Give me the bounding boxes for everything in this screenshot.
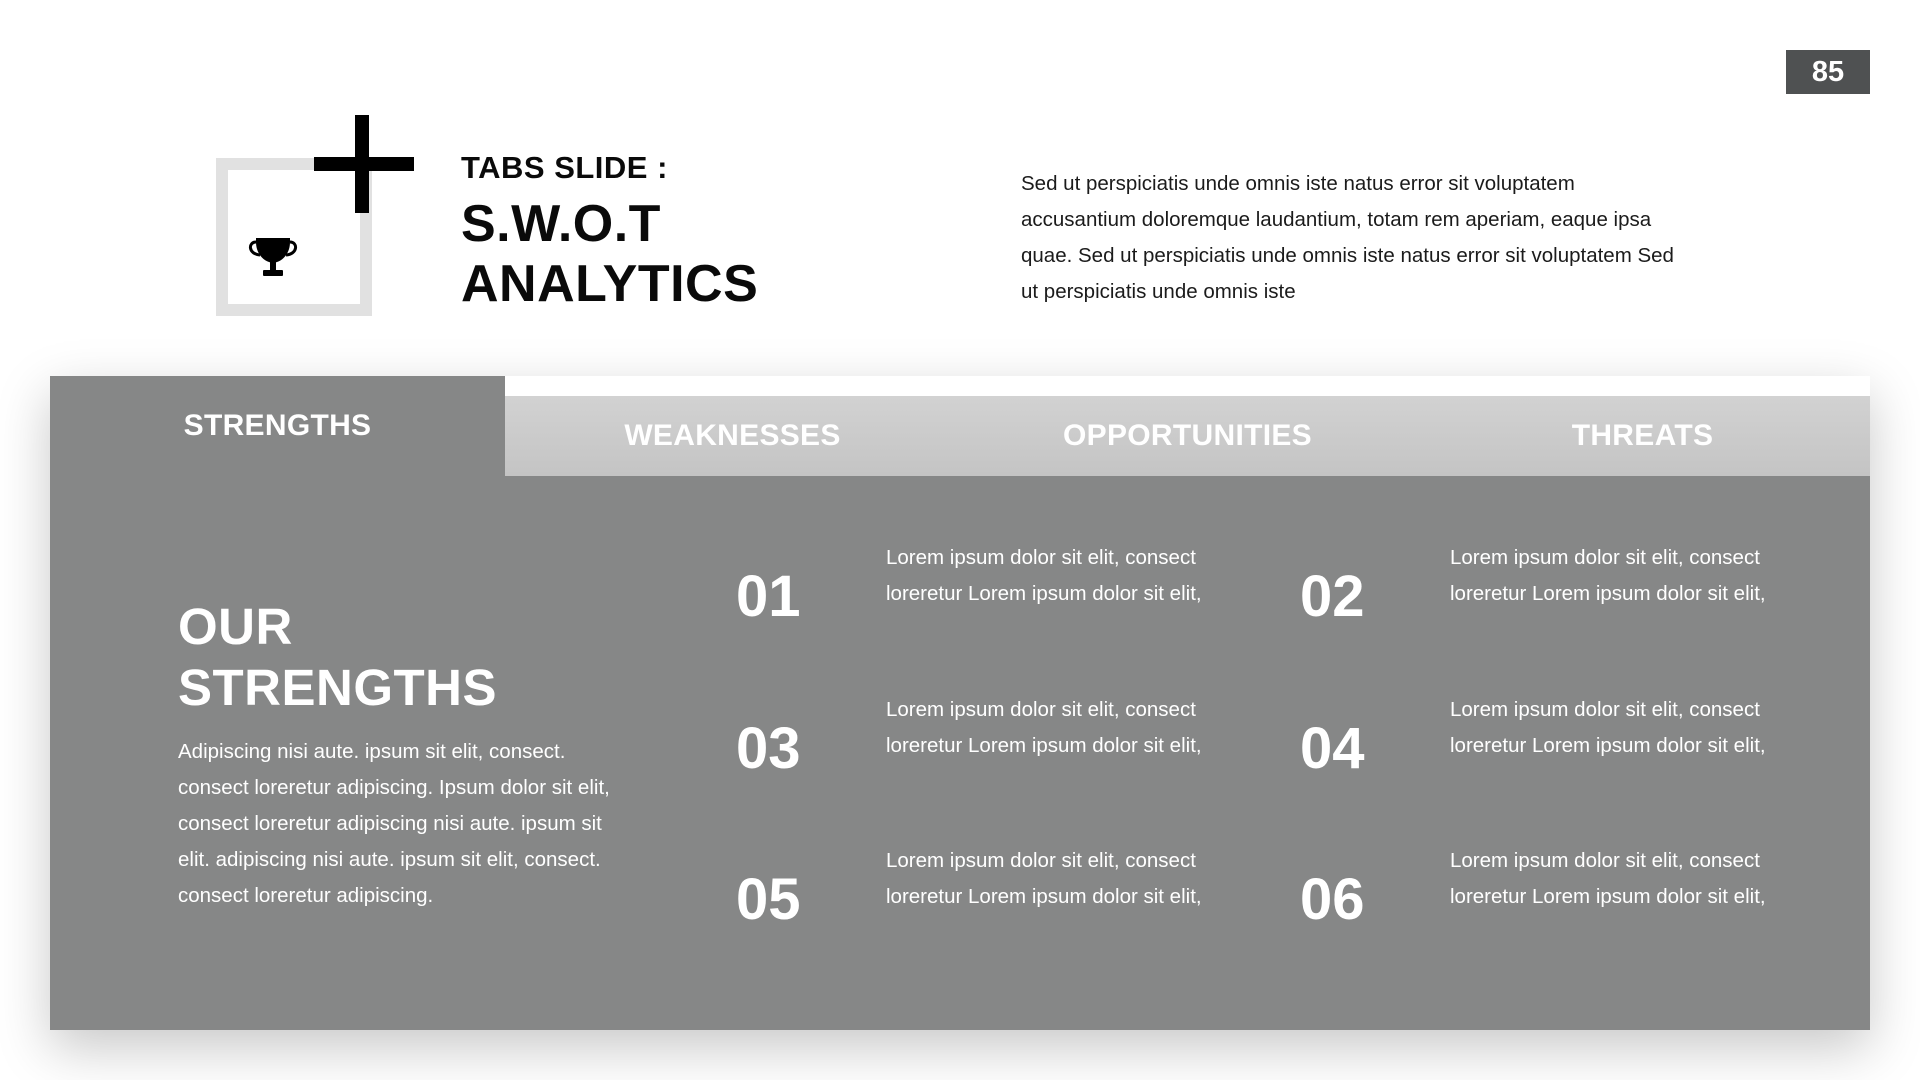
heading-line-1: OUR bbox=[178, 598, 293, 655]
item-text-06: Lorem ipsum dolor sit elit, consect loreretur Lorem ipsum dolor sit elit, bbox=[1450, 849, 1766, 908]
tab-strengths[interactable]: STRENGTHS bbox=[50, 376, 505, 476]
logo-graphic bbox=[210, 112, 420, 322]
item-text-02: Lorem ipsum dolor sit elit, consect loreretur Lorem ipsum dolor sit elit, bbox=[1450, 546, 1766, 605]
tab-opportunities[interactable]: OPPORTUNITIES bbox=[1063, 419, 1312, 452]
item-number-03: 03 bbox=[736, 716, 801, 781]
title-main bbox=[461, 194, 758, 314]
title-kicker: TABS SLIDE : bbox=[461, 150, 668, 185]
tab-content-strengths bbox=[50, 476, 1870, 1030]
plus-icon bbox=[314, 115, 414, 213]
tab-threats[interactable]: THREATS bbox=[1571, 419, 1714, 452]
title-line-1: S.W.O.T bbox=[461, 195, 661, 253]
item-number-02: 02 bbox=[1300, 564, 1365, 629]
swot-tabs-panel bbox=[50, 376, 1870, 1030]
slide-logo bbox=[210, 112, 420, 322]
logo-frame bbox=[222, 164, 366, 310]
section-heading bbox=[178, 596, 497, 718]
item-number-05: 05 bbox=[736, 867, 801, 932]
item-text-01: Lorem ipsum dolor sit elit, consect loreretur Lorem ipsum dolor sit elit, bbox=[886, 546, 1202, 605]
heading-line-2: STRENGTHS bbox=[178, 659, 498, 716]
title-line-2: ANALYTICS bbox=[461, 255, 759, 313]
item-text-04: Lorem ipsum dolor sit elit, consect loreretur Lorem ipsum dolor sit elit, bbox=[1450, 698, 1766, 757]
section-description: Adipiscing nisi aute. ipsum sit elit, consect. consect loreretur adipiscing. Ipsum dolor sit elit, consect loreretur adipiscing nisi aute. ipsum sit elit. adipiscing nisi aute. ipsum sit elit, consect. consect loreretur adipiscing. bbox=[178, 740, 610, 907]
intro-paragraph: Sed ut perspiciatis unde omnis iste natus error sit voluptatem accusantium doloremque laudantium, totam rem aperiam, eaque ipsa quae. Sed ut perspiciatis unde omnis iste natus error sit voluptatem Sed ut perspiciatis unde omnis iste bbox=[1021, 172, 1674, 303]
item-number-01: 01 bbox=[736, 564, 801, 629]
page-number-badge: 85 bbox=[1786, 50, 1870, 94]
item-number-06: 06 bbox=[1300, 867, 1365, 932]
item-number-04: 04 bbox=[1300, 716, 1365, 781]
slide-title bbox=[461, 148, 758, 314]
item-text-03: Lorem ipsum dolor sit elit, consect loreretur Lorem ipsum dolor sit elit, bbox=[886, 698, 1202, 757]
trophy-icon bbox=[250, 238, 295, 276]
item-text-05: Lorem ipsum dolor sit elit, consect loreretur Lorem ipsum dolor sit elit, bbox=[886, 849, 1202, 908]
tab-weaknesses[interactable]: WEAKNESSES bbox=[624, 419, 841, 452]
